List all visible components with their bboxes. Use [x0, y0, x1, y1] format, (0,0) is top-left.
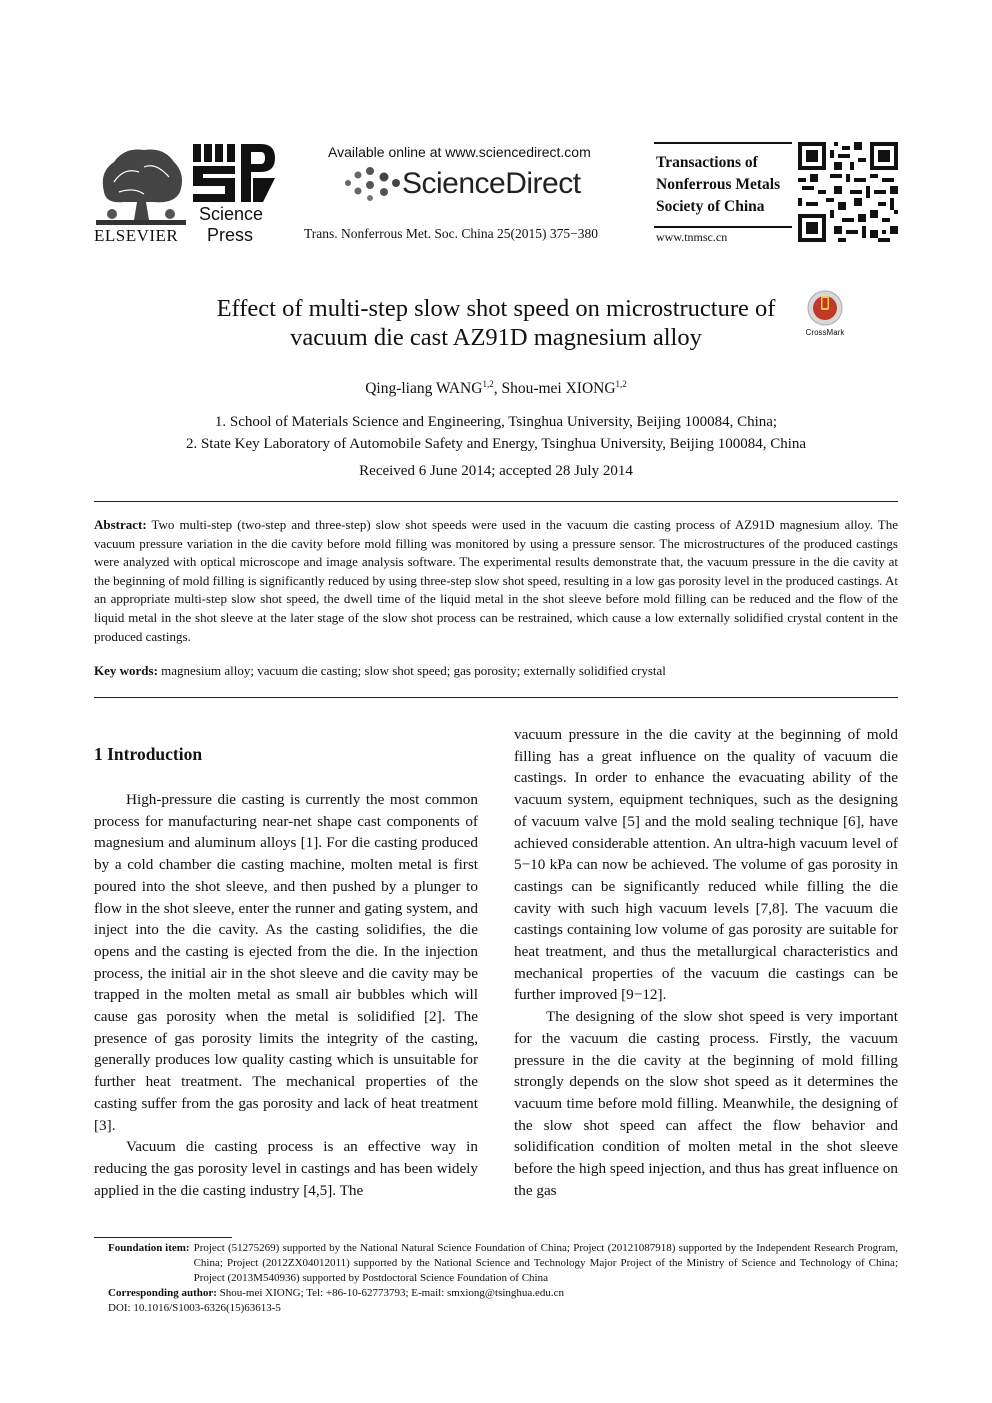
- journal-name-line2: Nonferrous Metals: [656, 176, 781, 193]
- author-2-affil: 1,2: [615, 378, 627, 389]
- received-dates: Received 6 June 2014; accepted 28 July 2014: [359, 463, 633, 479]
- sciencedirect-dots-icon: [342, 165, 402, 205]
- affiliation-1: 1. School of Materials Science and Engineering, Tsinghua University, Beijing 100084, China;: [214, 414, 778, 430]
- affiliation-2: 2. State Key Laboratory of Automobile Safety and Energy, Tsinghua University, Beijing 100084, China: [185, 436, 807, 452]
- journal-box: [654, 142, 900, 246]
- author-line: [94, 380, 898, 398]
- paper-title: [150, 294, 842, 352]
- journal-url: www.tnmsc.cn: [656, 230, 728, 244]
- qr-code-icon: [798, 142, 898, 242]
- sciencedirect-wordmark: ScienceDirect: [402, 167, 581, 200]
- elsevier-wordmark: ELSEVIER: [94, 226, 179, 245]
- paragraph: Vacuum die casting process is an effective way in reducing the gas porosity level in castings and has been widely applied in the die casting industry [4,5]. The: [94, 1138, 478, 1199]
- footnote-foundation: [108, 1241, 898, 1286]
- crossmark-badge[interactable]: [800, 290, 850, 340]
- paragraph: vacuum pressure in the die cavity at the beginning of mold filling has a great influence on the quality of vacuum die castings. In order to enhance the evacuating ability of the vacuum system, equipment techniques, such as the designing of vacuum valve [5] and the mold sealing technique [6], have achieved considerable attention. An ultra-high vacuum level of 5−10 kPa can now be achieved. The volume of gas porosity in castings can be significantly reduced while filling the die cavity with such high vacuum levels [7,8]. The vacuum die castings containing low volume of gas porosity are suitable for heat treatment, and thus the metallurgical characteristics and mechanical properties of the vacuum die castings can be further improved [9−12].: [514, 726, 898, 1004]
- elsevier-logo: [94, 142, 188, 244]
- corresponding-text: Shou-mei XIONG; Tel: +86-10-62773793; E-mail: smxiong@tsinghua.edu.cn: [219, 1287, 565, 1299]
- abstract-text: Two multi-step (two-step and three-step) slow shot speeds were used in the vacuum die casting process of AZ91D magnesium alloy. The vacuum pressure variation in the die cavity before mold filling was monitored by using a pressure sensor. The microstructures of the produced castings were analyzed with optical microscope and image analysis software. The experimental results demonstrate that, the vacuum pressure in the die cavity at the beginning of mold filling is significantly reduced by using three-step slow shot speed, resulting in a low gas porosity level in the produced castings. At an appropriate multi-step slow shot speed, the dwell time of the liquid metal in the shot sleeve before mold filling can be reduced and the flow of the liquid metal in the shot sleeve at the later stage of the slow shot process can be restrained, which cause a low externally solidified crystal content in the produced castings.: [94, 517, 899, 644]
- keywords-text: magnesium alloy; vacuum die casting; slow shot speed; gas porosity; externally solidified crystal: [161, 663, 666, 678]
- abstract-bottom-rule: [94, 697, 898, 698]
- crossmark-icon: [807, 290, 843, 326]
- author-1: Qing-liang WANG: [365, 380, 483, 397]
- author-2: Shou-mei XIONG: [501, 380, 616, 397]
- affiliations: [94, 411, 898, 455]
- footnote-doi: DOI: 10.1016/S1003-6326(15)63613-5: [108, 1302, 281, 1314]
- corresponding-label: Corresponding author:: [108, 1287, 217, 1299]
- author-1-affil: 1,2: [482, 378, 494, 389]
- section-heading-introduction: 1 Introduction: [94, 744, 203, 764]
- paragraph: The designing of the slow shot speed is very important for the vacuum die casting process. Firstly, the vacuum pressure in the die cavity at the beginning of mold filling strongly depends on the slow shot speed as it determines the vacuum time before mold filling. Meanwhile, the designing of the slow shot speed can affect the flow behavior and solidification condition of molten metal in the shot sleeve before the high speed injection, and thus has great influence on the gas: [514, 1008, 898, 1199]
- title-line2: vacuum die cast AZ91D magnesium alloy: [290, 324, 702, 351]
- foundation-label: Foundation item:: [108, 1242, 190, 1254]
- science-press-line2: Press: [207, 225, 254, 245]
- crossmark-label: CrossMark: [805, 328, 845, 337]
- available-online-text: Available online at www.sciencedirect.com: [328, 144, 591, 160]
- journal-name-line3: Society of China: [656, 198, 765, 215]
- abstract-top-rule: [94, 501, 898, 502]
- abstract-block: [94, 516, 898, 646]
- left-column: [94, 789, 478, 1201]
- elsevier-tree-icon: [94, 142, 188, 228]
- science-press-icon: [191, 142, 277, 204]
- foundation-text: Project (51275269) supported by the National Natural Science Foundation of China; Project (20121087918) supported by the Independent Research Program, China; Project (2012ZX04012011) supported by the National Science and Technology Major Project of the Ministry of Science and Technology of China; Project (2013M540936) supported by Postdoctoral Science Foundation of China: [193, 1242, 898, 1284]
- science-press-line1: Science: [199, 204, 264, 224]
- keywords-line: [94, 662, 898, 681]
- author-separator: ,: [493, 380, 502, 397]
- journal-name-line1: Transactions of: [656, 154, 758, 171]
- sciencedirect-logo: [342, 163, 602, 207]
- footnote-rule: [94, 1237, 232, 1238]
- citation-line: Trans. Nonferrous Met. Soc. China 25(2015) 375−380: [304, 226, 598, 241]
- footnote-corresponding: [108, 1286, 898, 1301]
- paragraph: High-pressure die casting is currently the most common process for manufacturing near-net shape cast components of magnesium and aluminum alloys [1]. For die casting produced by a cold chamber die casting machine, molten metal is first poured into the shot sleeve, and then pushed by a plunger to flow in the shot sleeve, enter the runner and gating system, and inject into the die cavity. As the casting solidifies, the die opens and the casting is ejected from the die. In the injection process, the initial air in the shot sleeve and die cavity may be trapped in the molten metal as small air bubbles which will cause gas porosity when the metal is solidified [2]. The presence of gas porosity limits the integrity of the casting, generally produces low quality casting which is unsuitable for further heat treatment. The mechanical properties of the casting suffer from the gas porosity and lack of heat treatment [3].: [94, 791, 478, 1134]
- abstract-label: Abstract:: [94, 517, 147, 532]
- science-press-logo: [191, 142, 281, 244]
- title-line1: Effect of multi-step slow shot speed on microstructure of: [216, 295, 776, 322]
- right-column: [514, 724, 898, 1201]
- keywords-label: Key words:: [94, 663, 158, 678]
